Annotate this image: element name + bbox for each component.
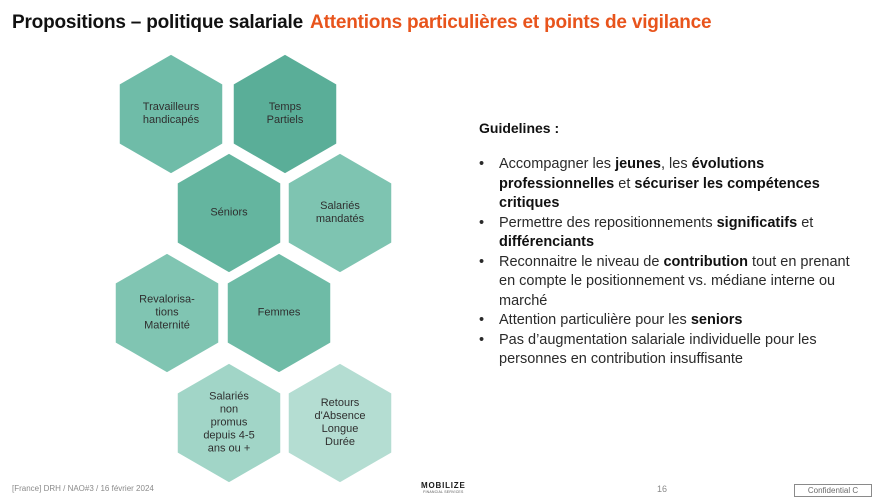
hexagon-label: Salariés mandatés bbox=[315, 200, 365, 225]
guideline-item: • Attention particulière pour les seniors bbox=[479, 311, 851, 331]
mobilize-logo bbox=[421, 481, 466, 494]
page-number: 16 bbox=[657, 484, 668, 494]
footer-reference: [France] DRH / NAO#3 / 16 février 2024 bbox=[12, 484, 154, 493]
hexagon-label: Revalorisa- tions Maternité bbox=[139, 293, 195, 332]
confidential-badge: Confidential C bbox=[794, 484, 872, 497]
guidelines-list bbox=[479, 155, 851, 370]
logo-wordmark: MOBILIZE bbox=[421, 481, 466, 490]
hexagon-label: Retours d'Absence Longue Durée bbox=[314, 397, 366, 448]
hexagon-label: Femmes bbox=[257, 306, 301, 319]
guideline-item: • Accompagner les jeunes, les évolutions professionnelles et sécuriser les compétences critiques bbox=[479, 155, 851, 214]
hexagon-label: Travailleurs handicapés bbox=[142, 101, 200, 126]
guideline-item: • Reconnaitre le niveau de contribution tout en prenant en compte le positionnement vs. médiane interne ou marché bbox=[479, 253, 851, 312]
guidelines-heading: Guidelines : bbox=[479, 120, 560, 136]
hexagon-label: Séniors bbox=[210, 206, 248, 219]
guideline-item: • Permettre des repositionnements significatifs et différenciants bbox=[479, 214, 851, 253]
guideline-item: • Pas d’augmentation salariale individuelle pour les personnes en contribution insuffisante bbox=[479, 331, 851, 370]
logo-tagline: FINANCIAL SERVICES bbox=[423, 490, 464, 494]
hexagon-label: Salariés non promus depuis 4-5 ans ou + bbox=[203, 390, 255, 455]
title-main: Propositions – politique salariale bbox=[12, 12, 303, 33]
title-accent: Attentions particulières et points de vigilance bbox=[310, 12, 712, 33]
hexagon-label: Temps Partiels bbox=[266, 101, 304, 126]
